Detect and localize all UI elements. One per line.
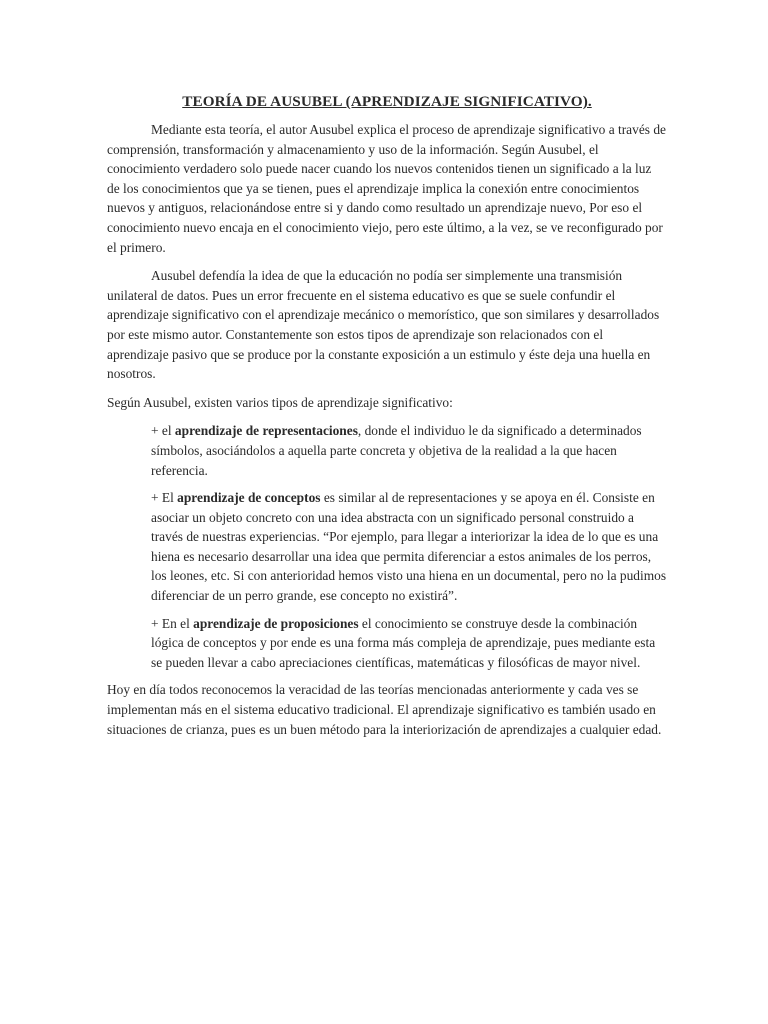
list-item-term: aprendizaje de representaciones — [174, 423, 358, 439]
list-item-term: aprendizaje de conceptos — [177, 490, 321, 506]
list-item-representaciones — [151, 421, 667, 480]
paragraph-ausubel-idea: Ausubel defendía la idea de que la educación no podía ser simplemente una transmisión unilateral de datos. Pues un error frecuente en el sistema educativo es que se suele confundir el aprendizaje significativo con el aprendizaje mecánico o memorístico, que son similares y desarrollados por este mismo autor. Constantemente son estos tipos de aprendizaje son relacionados con el aprendizaje pasivo que se produce por la constante exposición a un estimulo y éste deja una huella en nosotros. — [107, 268, 660, 382]
list-item-prefix: + el — [151, 423, 175, 439]
list-item-text: , donde el individuo le da significado a determinados símbolos, asociándolos a aquella parte concreta y objetiva de la realidad a la que hacen referencia. — [151, 423, 642, 478]
document-title: TEORÍA DE AUSUBEL (APRENDIZAJE SIGNIFICATIVO). — [182, 93, 592, 110]
list-item-prefix: + En el — [151, 615, 194, 631]
list-item-text: el conocimiento se construye desde la combinación lógica de conceptos y por ende es una forma más compleja de aprendizaje, pues mediante esta se pueden llevar a cabo apreciaciones científicas, matemáticas y filosóficas de mayor nivel. — [151, 615, 656, 670]
list-item-proposiciones — [151, 614, 667, 673]
paragraph-closing: Hoy en día todos reconocemos la veracidad de las teorías mencionadas anteriormente y cada ves se implementan más en el sistema educativo tradicional. El aprendizaje significativo es también usado en situaciones de crianza, pues es un buen método para la interiorización de aprendizajes a cualquier edad. — [107, 682, 662, 737]
list-intro: Según Ausubel, existen varios tipos de aprendizaje significativo: — [107, 394, 453, 410]
list-item-prefix: + El — [151, 490, 178, 506]
list-item-text: es similar al de representaciones y se apoya en él. Consiste en asociar un objeto concreto con una idea abstracta con un significado personal construido a través de nuestras experiencias. “Por ejemplo, para llegar a interiorizar la idea de lo que es una hiena es necesario desarrollar una idea que permita diferenciar a estos animales de los perros, los leones, etc. Si con anterioridad hemos visto una hiena en un documental, pero no la pudimos diferenciar de un perro grande, ese concepto no existirá”. — [151, 490, 667, 604]
document-page — [107, 92, 667, 748]
list-item-term: aprendizaje de proposiciones — [193, 615, 359, 631]
paragraph-intro: Mediante esta teoría, el autor Ausubel explica el proceso de aprendizaje significativo a través de comprensión, transformación y almacenamiento y uso de la información. Según Ausubel, el conocimiento verdadero solo puede nacer cuando los nuevos contenidos tienen un significado a la luz de los conocimientos que ya se tienen, pues el aprendizaje implica la conexión entre conocimientos nuevos y antiguos, relacionándose entre si y dando como resultado un aprendizaje nuevo, Por eso el conocimiento nuevo encaja en el conocimiento viejo, pero este último, a la vez, se ve reconfigurado por el primero. — [107, 122, 666, 255]
list-item-conceptos — [151, 488, 667, 606]
